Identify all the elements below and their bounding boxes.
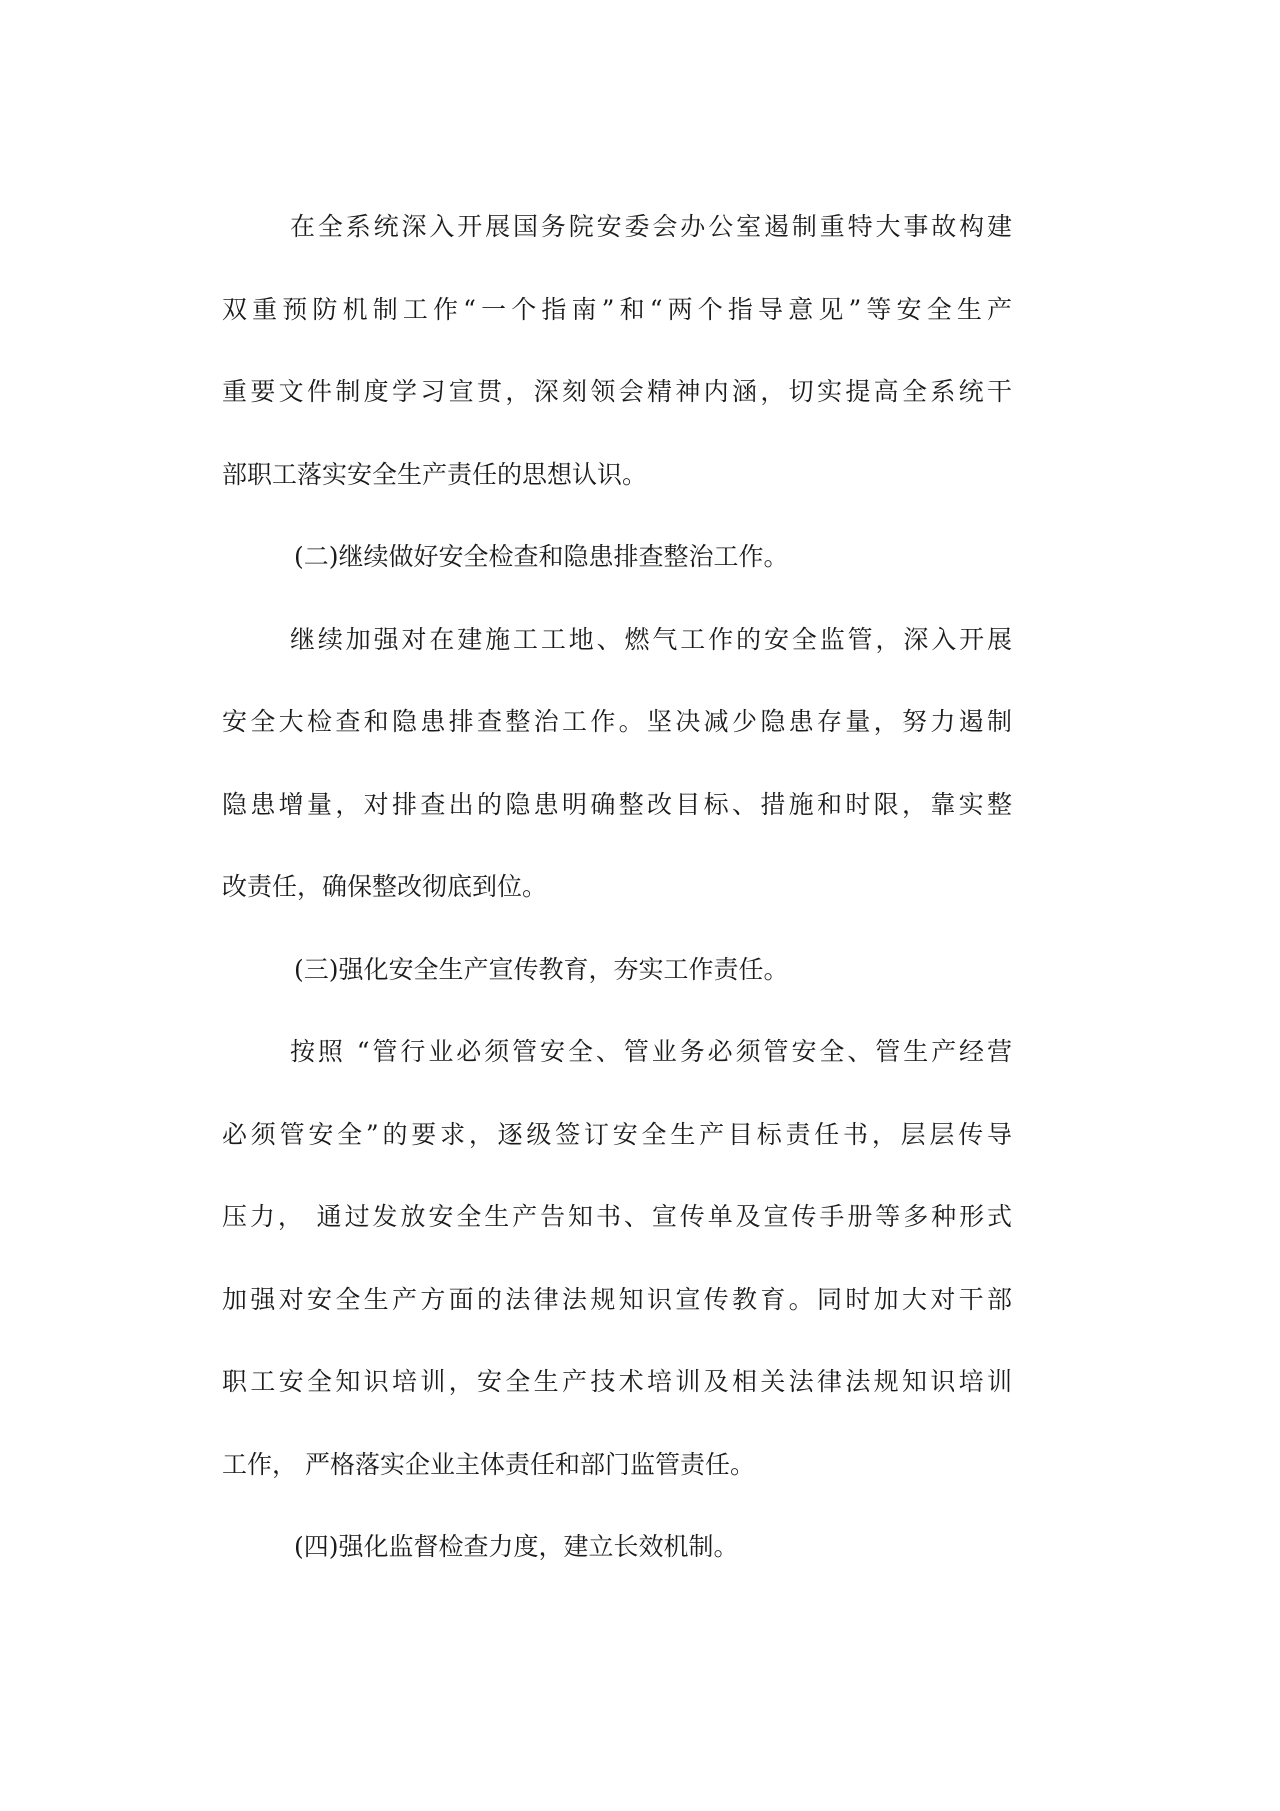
paragraph-3-line-6: 工作， 严格落实企业主体责任和部门监管责任。	[222, 1449, 755, 1479]
document-body	[222, 186, 1012, 1589]
section-heading-4: (四)强化监督检查力度，建立长效机制。	[294, 1532, 739, 1561]
section-heading-2: (二)继续做好安全检查和隐患排查整治工作。	[294, 542, 789, 571]
paragraph-2-line-1: 继续加强对在建施工工地、燃气工作的安全监管，深入开展	[290, 624, 1012, 654]
paragraph-1-line-1: 在全系统深入开展国务院安委会办公室遏制重特大事故构建	[290, 212, 1012, 241]
paragraph-1-line-2: 双重预防机制工作“一个指南”和“两个指导意见”等安全生产	[222, 294, 1012, 324]
paragraph-1-line-3: 重要文件制度学习宣贯，深刻领会精神内涵，切实提高全系统干	[222, 377, 1012, 406]
paragraph-2-line-2: 安全大检查和隐患排查整治工作。坚决减少隐患存量，努力遏制	[222, 707, 1012, 736]
section-heading-3: (三)强化安全生产宣传教育，夯实工作责任。	[294, 954, 789, 984]
paragraph-1-line-4: 部职工落实安全生产责任的思想认识。	[222, 459, 648, 489]
paragraph-3-line-4: 加强对安全生产方面的法律法规知识宣传教育。同时加大对干部	[222, 1284, 1012, 1314]
paragraph-3-line-1: 按照 “管行业必须管安全、管业务必须管安全、管生产经营	[290, 1037, 1012, 1066]
paragraph-2-line-3: 隐患增量，对排查出的隐患明确整改目标、措施和时限，靠实整	[222, 789, 1012, 819]
paragraph-3-line-5: 职工安全知识培训，安全生产技术培训及相关法律法规知识培训	[222, 1367, 1012, 1396]
paragraph-2-line-4: 改责任，确保整改彻底到位。	[222, 872, 548, 901]
paragraph-3-line-2: 必须管安全”的要求，逐级签订安全生产目标责任书，层层传导	[222, 1119, 1012, 1149]
paragraph-3-line-3: 压力， 通过发放安全生产告知书、宣传单及宣传手册等多种形式	[222, 1202, 1012, 1231]
